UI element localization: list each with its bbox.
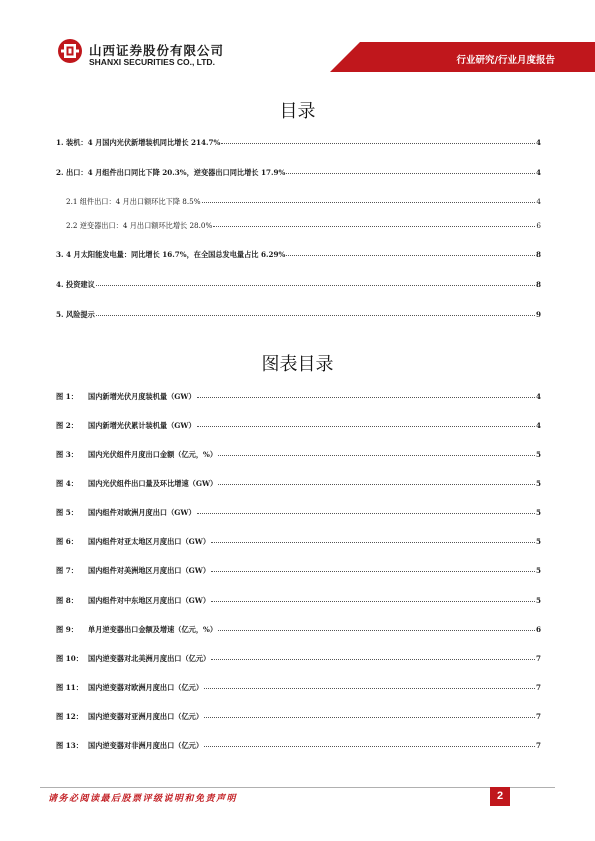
toc-entry[interactable]: 4. 投资建议 8 bbox=[56, 280, 541, 289]
figure-entry[interactable]: 图 11： 国内逆变器对欧洲月度出口（亿元） 7 bbox=[56, 683, 541, 692]
toc-entry[interactable]: 2. 出口：4 月组件出口同比下降 20.3%，逆变器出口同比增长 17.9% 4 bbox=[56, 168, 541, 177]
figure-entry[interactable]: 图 6： 国内组件对亚太地区月度出口（GW） 5 bbox=[56, 537, 541, 546]
company-name-cn: 山西证券股份有限公司 bbox=[89, 43, 225, 58]
toc-subentry[interactable]: 2.1 组件出口：4 月出口额环比下降 8.5% 4 bbox=[66, 197, 541, 206]
figure-entry[interactable]: 图 7： 国内组件对美洲地区月度出口（GW） 5 bbox=[56, 566, 541, 575]
page-number: 2 bbox=[490, 787, 510, 806]
report-type-label: 行业研究/行业月度报告 bbox=[456, 55, 555, 66]
figure-entry[interactable]: 图 5： 国内组件对欧洲月度出口（GW） 5 bbox=[56, 508, 541, 517]
footer-disclaimer: 请务必阅读最后股票评级说明和免责声明 bbox=[48, 794, 238, 804]
toc-entry[interactable]: 5. 风险提示 9 bbox=[56, 310, 541, 319]
figure-entry[interactable]: 图 8： 国内组件对中东地区月度出口（GW） 5 bbox=[56, 596, 541, 605]
figure-entry[interactable]: 图 3： 国内光伏组件月度出口金额（亿元，%） 5 bbox=[56, 450, 541, 459]
toc-title: 目录 bbox=[279, 101, 316, 122]
page-header bbox=[0, 0, 595, 80]
figure-index-title: 图表目录 bbox=[261, 354, 334, 375]
figure-entry[interactable]: 图 9： 单月逆变器出口金额及增速（亿元，%） 6 bbox=[56, 625, 541, 634]
toc-entry[interactable]: 3. 4 月太阳能发电量：同比增长 16.7%，在全国总发电量占比 6.29% 8 bbox=[56, 250, 541, 259]
figure-entry[interactable]: 图 4： 国内光伏组件出口量及环比增速（GW） 5 bbox=[56, 479, 541, 488]
company-name-en: SHANXI SECURITIES CO., LTD. bbox=[89, 57, 215, 67]
figure-entry[interactable]: 图 10： 国内逆变器对北美洲月度出口（亿元） 7 bbox=[56, 654, 541, 663]
figure-entry[interactable]: 图 13： 国内逆变器对非洲月度出口（亿元） 7 bbox=[56, 741, 541, 750]
footer-divider bbox=[40, 787, 555, 788]
figure-entry[interactable]: 图 2： 国内新增光伏累计装机量（GW） 4 bbox=[56, 421, 541, 430]
toc-subentry[interactable]: 2.2 逆变器出口：4 月出口额环比增长 28.0% 6 bbox=[66, 221, 541, 230]
company-logo-icon bbox=[57, 38, 83, 64]
figure-entry[interactable]: 图 12： 国内逆变器对亚洲月度出口（亿元） 7 bbox=[56, 712, 541, 721]
figure-entry[interactable]: 图 1： 国内新增光伏月度装机量（GW） 4 bbox=[56, 392, 541, 401]
toc-entry[interactable]: 1. 装机：4 月国内光伏新增装机同比增长 214.7% 4 bbox=[56, 138, 541, 147]
